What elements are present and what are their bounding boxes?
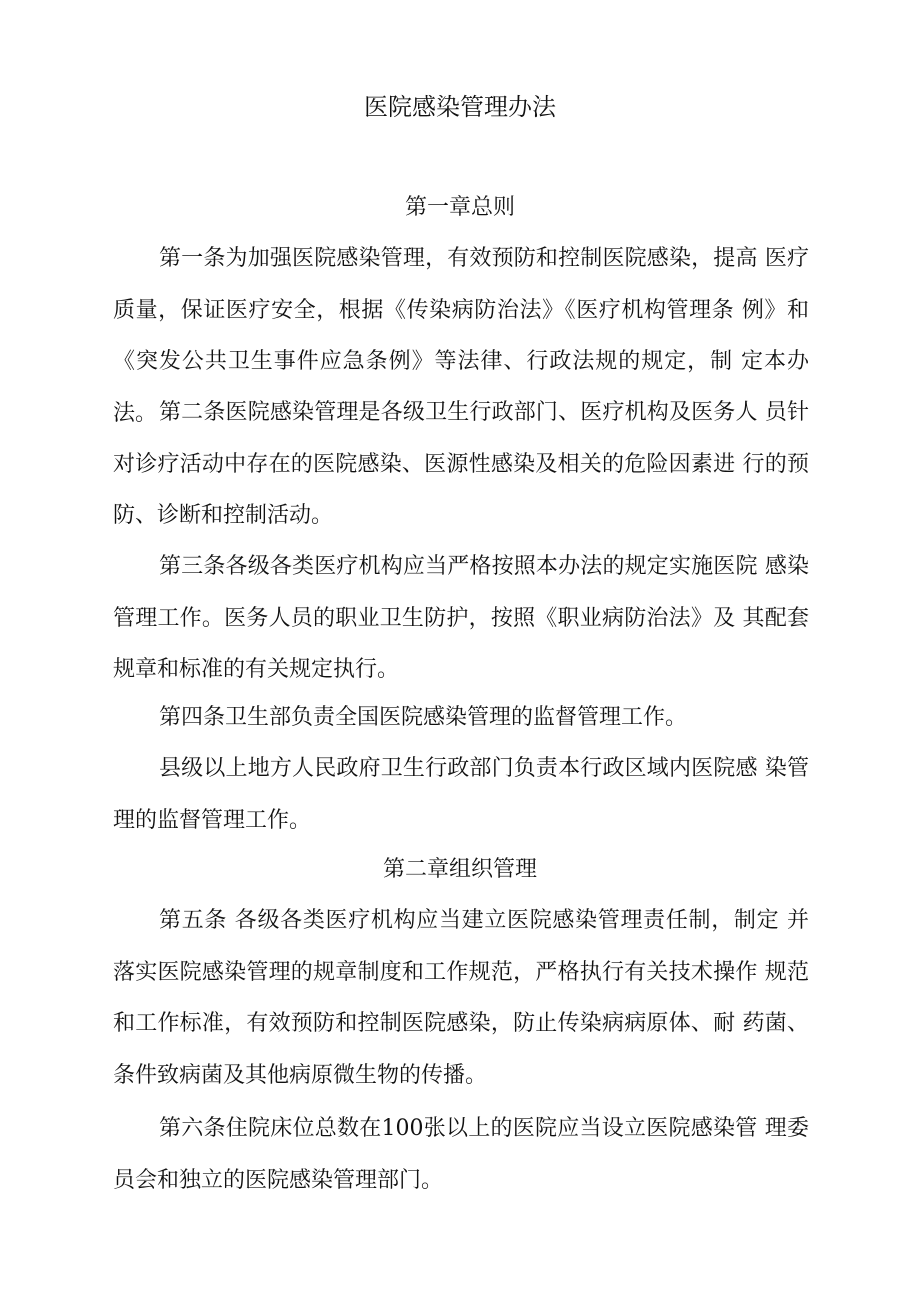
article-5-paragraph: 第五条 各级各类医疗机构应当建立医院感染管理责任制，制定 并落实医院感染管理的规章制度和工作规范，严格执行有关技术操作 规范和工作标准，有效预防和控制医院感染，防止传染病病原体、耐 药菌、条件致病菌及其他病原微生物的传播。 — [113, 908, 809, 1088]
article-4-paragraph: 第四条卫生部负责全国医院感染管理的监督管理工作。 — [159, 705, 688, 730]
article-6-paragraph: 第六条住院床位总数在100张以上的医院应当设立医院感染管 理委员会和独立的医院感染管理部门。 — [113, 1116, 809, 1193]
chapter-heading-1: 第一章总则 — [404, 195, 515, 220]
article-1-paragraph: 第一条为加强医院感染管理，有效预防和控制医院感染，提高 医疗质量，保证医疗安全，根据《传染病防治法》《医疗机构管理条 例》和《突发公共卫生事件应急条例》等法律、行政法规的规定，制 定本办法。 — [113, 246, 809, 426]
article-3-paragraph: 第三条各级各类医疗机构应当严格按照本办法的规定实施医院 感染管理工作。医务人员的职业卫生防护，按照《职业病防治法》及 其配套规章和标准的有关规定执行。 — [113, 554, 809, 682]
article-2-paragraph: 第二条医院感染管理是各级卫生行政部门、医疗机构及医务人 员针对诊疗活动中存在的医院感染、医源性感染及相关的危险因素进 行的预防、诊断和控制活动。 — [113, 400, 809, 528]
chapter-heading-2: 第二章组织管理 — [382, 857, 537, 882]
article-4-continued-paragraph: 县级以上地方人民政府卫生行政部门负责本行政区域内医院感 染管理的监督管理工作。 — [113, 756, 809, 833]
document-title: 医院感染管理办法 — [364, 93, 556, 121]
